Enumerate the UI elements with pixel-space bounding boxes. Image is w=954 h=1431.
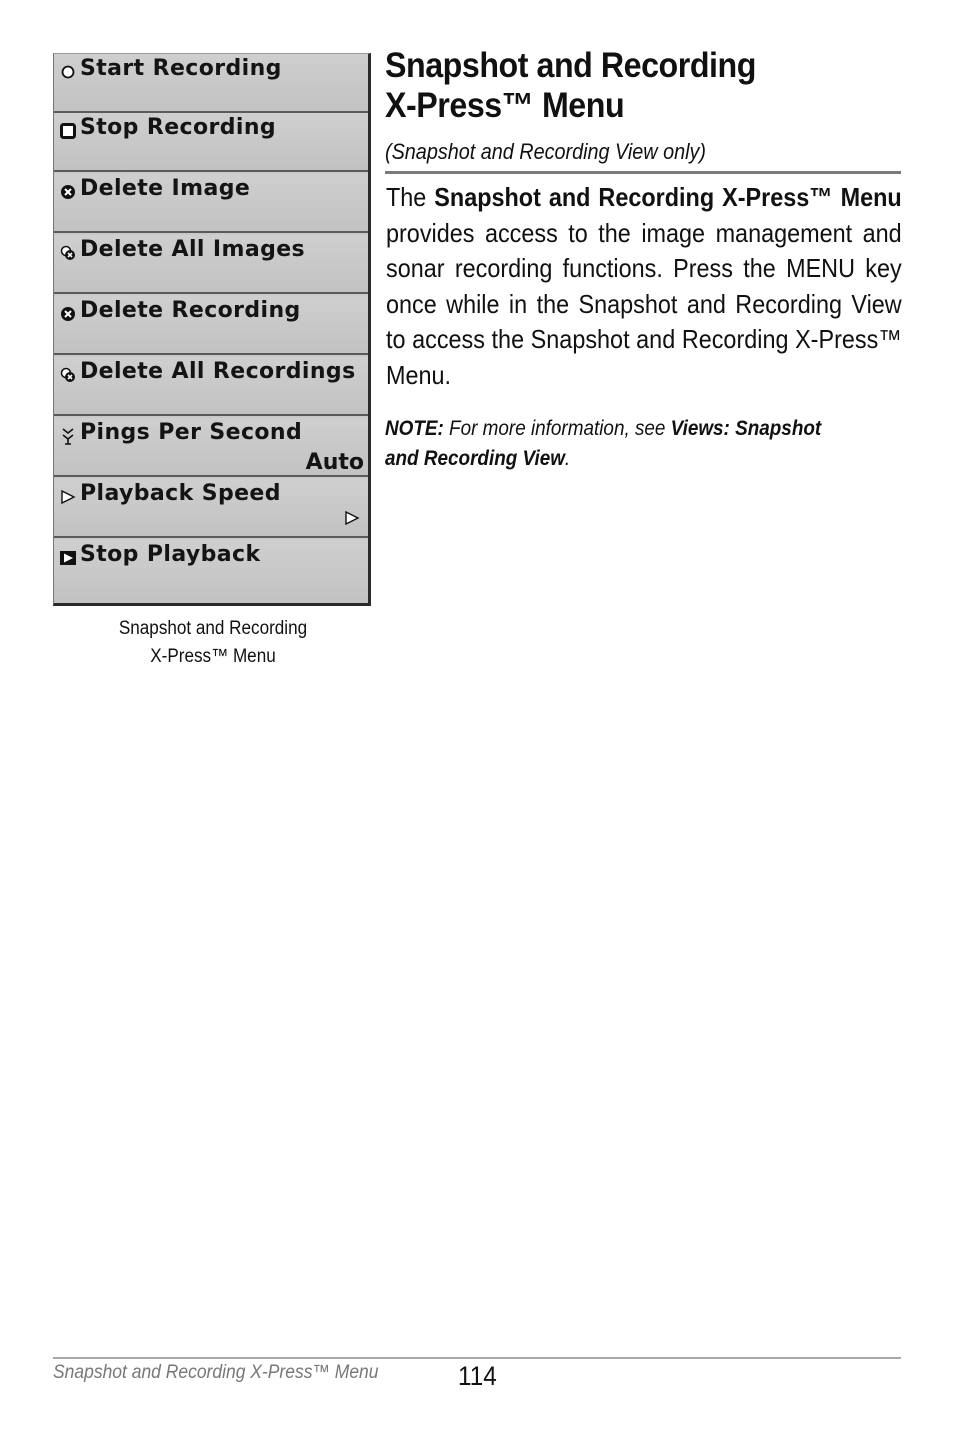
delete-multiple-icon bbox=[59, 366, 77, 384]
menu-item-pings-per-second[interactable] bbox=[54, 418, 368, 477]
menu-item-delete-image[interactable] bbox=[54, 174, 368, 233]
menu-item-label: Delete Recording bbox=[80, 298, 301, 323]
menu-item-value: Auto bbox=[305, 450, 364, 475]
menu-item-stop-playback[interactable] bbox=[54, 540, 368, 603]
note-end: . bbox=[564, 447, 571, 470]
page-title bbox=[385, 46, 863, 126]
stop-playback-icon bbox=[59, 549, 77, 567]
title-divider bbox=[385, 171, 901, 174]
delete-x-icon bbox=[59, 305, 77, 323]
caption-line-2: X-Press™ Menu bbox=[150, 646, 276, 667]
body-bold-term: Snapshot and Recording X-Press™ Menu bbox=[434, 182, 902, 212]
menu-item-label: Playback Speed bbox=[80, 481, 281, 506]
menu-item-delete-all-images[interactable] bbox=[54, 235, 368, 294]
menu-item-delete-recording[interactable] bbox=[54, 296, 368, 355]
menu-item-label: Delete All Recordings bbox=[80, 359, 356, 384]
menu-item-delete-all-recordings[interactable] bbox=[54, 357, 368, 416]
menu-item-playback-speed[interactable] bbox=[54, 479, 368, 538]
page-number: 114 bbox=[458, 1361, 497, 1391]
page-subtitle: (Snapshot and Recording View only) bbox=[385, 139, 707, 164]
menu-item-label: Stop Recording bbox=[80, 115, 277, 140]
caption-line-1: Snapshot and Recording bbox=[118, 618, 308, 639]
pings-icon bbox=[59, 427, 77, 445]
triangle-right-outline-icon bbox=[344, 510, 360, 531]
menu-item-label: Pings Per Second bbox=[80, 420, 303, 445]
note-label: NOTE: bbox=[385, 417, 444, 440]
body-paragraph bbox=[386, 180, 902, 393]
square-outline-icon bbox=[59, 122, 77, 140]
menu-item-label: Stop Playback bbox=[80, 542, 261, 567]
delete-multiple-icon bbox=[59, 244, 77, 262]
xpress-menu bbox=[53, 53, 371, 606]
note-reference: Views: Snapshot and Recording View bbox=[385, 417, 822, 470]
figure-caption bbox=[69, 615, 357, 671]
title-line-1: Snapshot and Recording bbox=[385, 46, 756, 85]
menu-item-stop-recording[interactable] bbox=[54, 113, 368, 172]
title-line-2: X-Press™ Menu bbox=[385, 86, 625, 125]
note-text: For more information, see bbox=[443, 417, 671, 440]
circle-outline-icon bbox=[59, 63, 77, 81]
delete-x-icon bbox=[59, 183, 77, 201]
footer-section-name: Snapshot and Recording X-Press™ Menu bbox=[53, 1362, 379, 1383]
body-text: provides access to the image management and sonar recording functions. Press the MENU key once while in the Snapshot and Recording View to access the Snapshot and Recording X-Press™ Menu. bbox=[386, 217, 902, 390]
footer-divider bbox=[53, 1357, 901, 1359]
menu-item-start-recording[interactable] bbox=[54, 54, 368, 113]
menu-item-label: Delete All Images bbox=[80, 237, 306, 262]
menu-item-label: Delete Image bbox=[80, 176, 251, 201]
play-outline-icon bbox=[59, 488, 77, 506]
body-prefix: The bbox=[386, 182, 435, 212]
menu-item-label: Start Recording bbox=[80, 56, 282, 81]
note-paragraph bbox=[385, 414, 844, 474]
